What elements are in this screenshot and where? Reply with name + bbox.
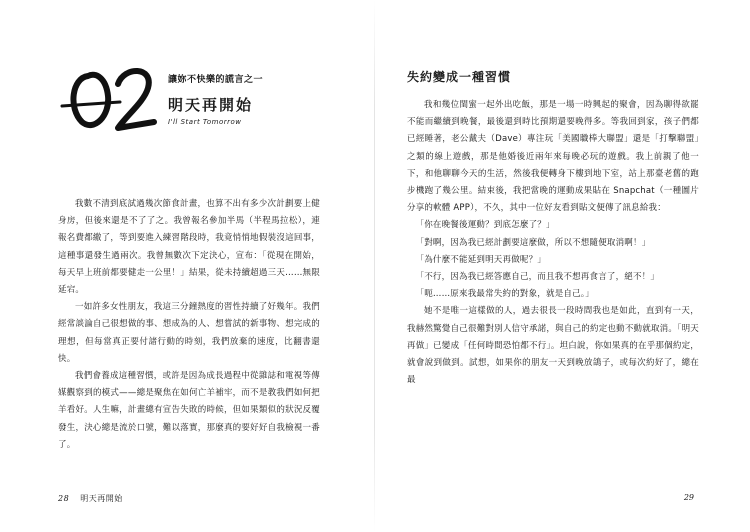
left-paragraph: 我們會養成這種習慣，或許是因為成長過程中從雜誌和電視等傳媒觀察到的模式——總是聚焦在如何亡羊補牢，而不是教我們如何把羊看好。人生嘛，計畫總有宣告失敗的時候，但如果類似的狀況反覆發生，決心總是流於口號，難以落實，那麼真的要好好自我檢視一番了。 [58, 371, 320, 450]
running-head: 明天再開始 [80, 494, 123, 503]
right-footer [684, 493, 702, 502]
left-paragraph: 一如許多女性朋友，我這三分鐘熱度的習性持續了好幾年。我們經常談論自己很想做的事、想成為的人、想嘗試的新事物、想完成的理想，但每當真正要付諸行動的時刻，我們放棄的速度，比翻書還快。 [58, 302, 320, 364]
chapter-title: 明天再開始 [168, 96, 254, 114]
handwritten-02-icon [58, 58, 158, 138]
left-footer [58, 493, 123, 504]
chapter-number-graphic [58, 58, 158, 138]
right-paragraph: 我和幾位閨蜜一起外出吃飯，那是一場一時興起的聚會，因為聊得欲罷不能而繼續到晚餐，最後還到時比預期還要晚得多。等我回到家，孩子們都已經睡著，老公戴夫（Dave）專注玩「美國職棒大聯盟」還是「打擊聯盟」之類的線上遊戲，那是他婚後近兩年來每晚必玩的遊戲。我上前親了他一下，和他聊聊今天的生活，然後我便轉身下樓到地下室，站上那臺老舊的跑步機跑了幾公里。結束後，我把當晚的運動成果貼在 Snapchat（一種圖片分享的軟體 APP），不久，其中一位好友看到貼文便傳了訊息給我： [407, 100, 699, 214]
section-title: 失約變成一種習慣 [407, 70, 512, 84]
chapter-subtitle: I'll Start Tomorrow [168, 118, 242, 126]
right-paragraph: 她不是唯一這樣做的人，過去很長一段時間我也是如此，直到有一天，我赫然驚覺自己很難對別人信守承諾，與自己的約定也動不動就取消。「明天再做」已變成「任何時間恐怕都不行」。坦白說，你如果真的在乎那個約定，就會說到做到。試想，如果你的朋友一天到晚放鴿子，或每次約好了，總在最 [407, 306, 699, 386]
dialogue-line: 「為什麼不能延到明天再做呢？」 [415, 254, 547, 265]
chapter-eyebrow: 讓妳不快樂的謊言之一 [168, 75, 264, 85]
right-body-text [407, 68, 699, 389]
right-page [375, 0, 750, 532]
dialogue-line: 「不行，因為我已經答應自己，而且我不想再食言了，絕不！」 [415, 272, 660, 283]
dialogue-line: 「你在晚餐後運動？到底怎麼了？」 [415, 220, 555, 231]
left-body-text [58, 196, 320, 454]
dialogue-line: 「呃……原來我最常失約的對象，就是自己。」 [415, 289, 594, 300]
dialogue-line: 「對啊，因為我已經計劃要這麼做，所以不想隨便取消啊！」 [415, 237, 651, 248]
page-number: 29 [683, 493, 694, 502]
left-paragraph: 我數不清到底試過幾次節食計畫，也算不出有多少次計劃要上健身房，但後來還是不了了之。我曾報名參加半馬（半程馬拉松），連報名費都繳了，等到要進入練習階段時，我竟悄悄地假裝沒這回事，這種事還發生過兩次。我曾無數次下定決心，宣布：「從現在開始，每天早上班前都要健走一公里！」結果，從未持續超過三天……無限延宕。 [58, 199, 320, 296]
page-number: 28 [58, 494, 70, 503]
